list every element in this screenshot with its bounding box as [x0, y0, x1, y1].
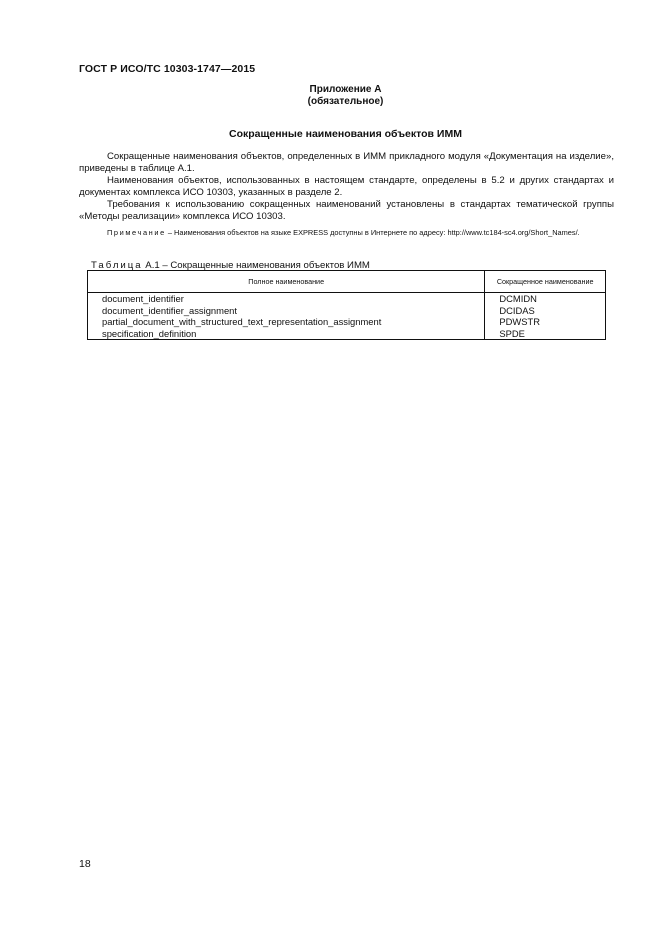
note-text: Наименования объектов на языке EXPRESS доступны в Интернете по адресу: http://www.tc184-sc4.org/Short_Names/.: [174, 228, 580, 237]
table-row: [88, 328, 606, 340]
short-name-cell: DCMIDN: [485, 293, 606, 305]
body-text: [79, 151, 614, 222]
annex-heading: [0, 84, 661, 108]
table-header-row: [88, 271, 606, 293]
note-label: Примечание: [107, 228, 166, 237]
note-dash: –: [165, 228, 174, 237]
table-caption-number: А.1: [142, 260, 160, 271]
table-caption-label: Таблица: [91, 260, 143, 271]
paragraph: Требования к использованию сокращенных наименований установлены в стандартах тематической группы «Методы реализации» комплекса ИСО 10303.: [79, 198, 614, 222]
full-name-cell: document_identifier: [88, 293, 485, 305]
full-name-cell: document_identifier_assignment: [88, 305, 485, 317]
table-caption-text: – Сокращенные наименования объектов ИММ: [159, 260, 370, 271]
column-header-full-name: Полное наименование: [88, 271, 485, 293]
short-name-cell: DCIDAS: [485, 305, 606, 317]
table-row: [88, 305, 606, 317]
section-heading: [0, 128, 661, 140]
note: [79, 227, 614, 238]
full-name-cell: partial_document_with_structured_text_representation_assignment: [88, 316, 485, 328]
full-name-cell: specification_definition: [88, 328, 485, 340]
column-header-short-name: Сокращенное наименование: [485, 271, 606, 293]
paragraph: Наименования объектов, использованных в настоящем стандарте, определены в 5.2 и других стандартах и документах комплекса ИСО 10303, указанных в разделе 2.: [79, 174, 614, 198]
annex-status: (обязательное): [307, 96, 384, 107]
table-row: [88, 316, 606, 328]
standard-header: ГОСТ Р ИСО/ТС 10303-1747—2015: [79, 63, 256, 75]
paragraph: Сокращенные наименования объектов, определенных в ИММ прикладного модуля «Документация на изделие», приведены в таблице А.1.: [79, 151, 614, 174]
abbreviations-table: [87, 270, 606, 340]
short-name-cell: PDWSTR: [485, 316, 606, 328]
page-number: 18: [79, 858, 91, 870]
short-name-cell: SPDE: [485, 328, 606, 340]
section-title: Сокращенные наименования объектов ИММ: [229, 128, 462, 140]
table-row: [88, 293, 606, 305]
annex-title: Приложение А: [309, 84, 382, 95]
